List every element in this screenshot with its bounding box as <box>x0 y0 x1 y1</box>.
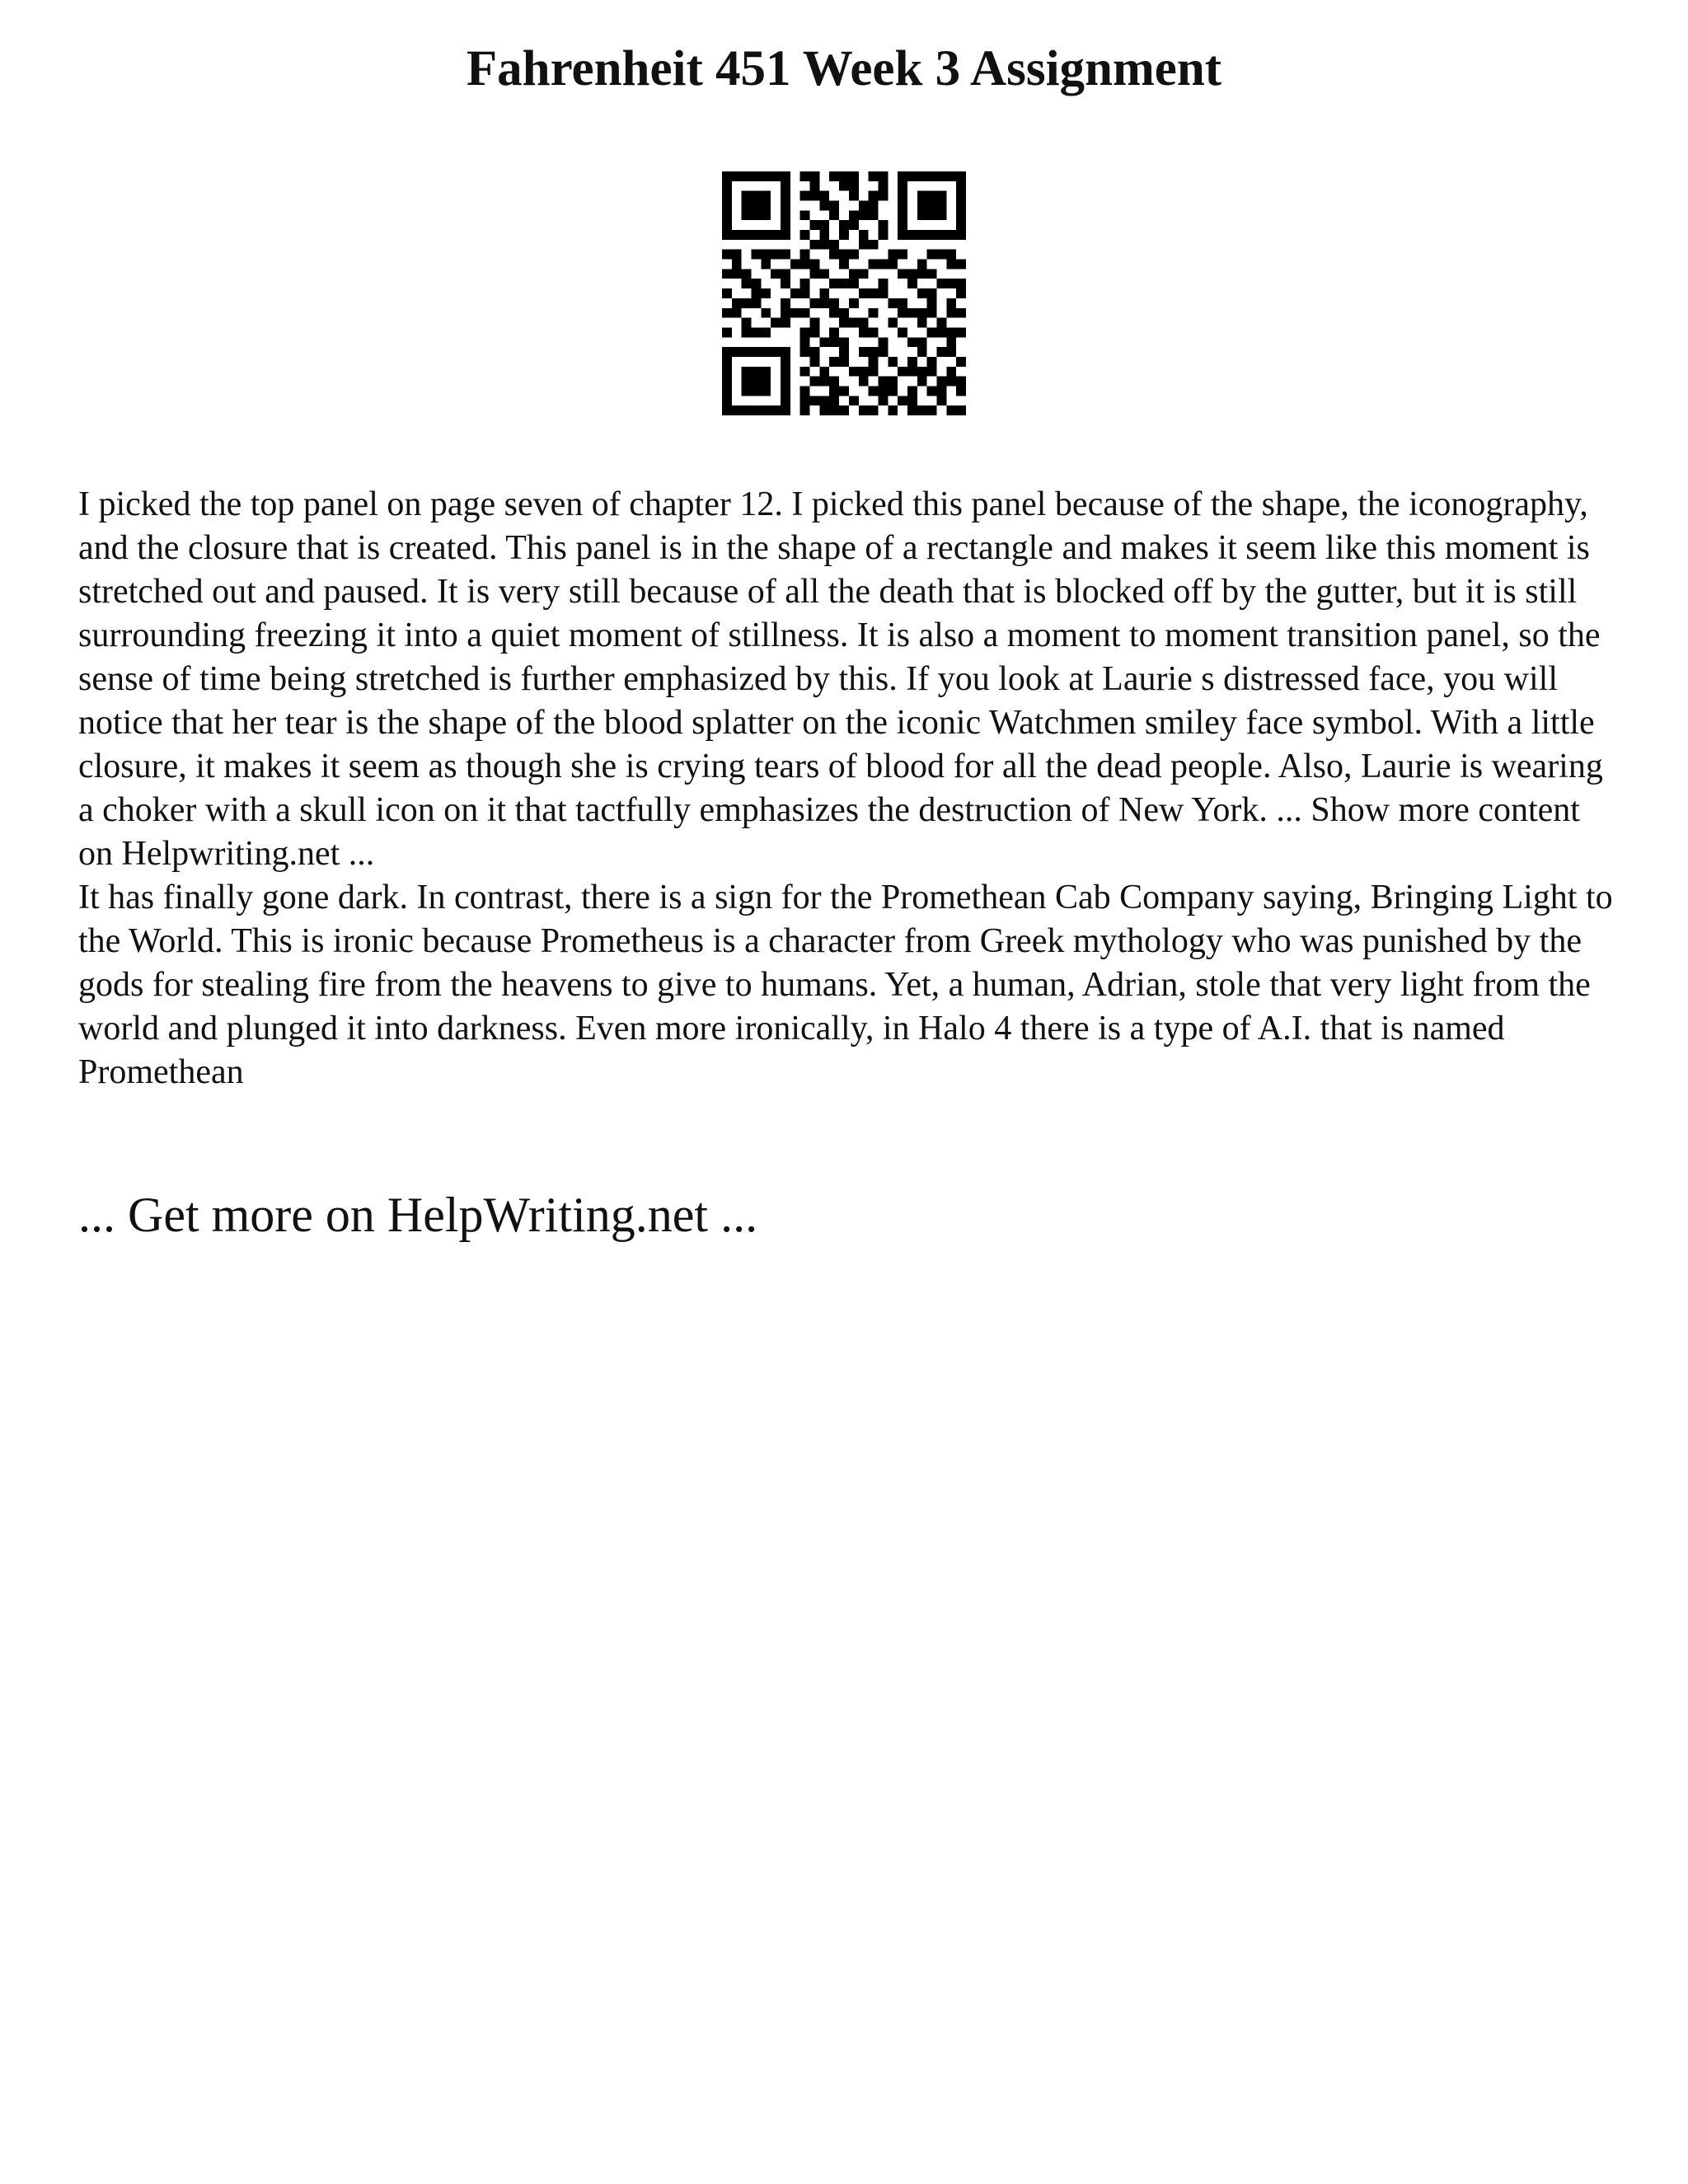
essay-paragraph-2: It has finally gone dark. In contrast, there is a sign for the Promethean Cab Company saying, Bringing Light to the World. This is ironic because Prometheus is a character from Greek mythology who was punished by the gods for stealing fire from the heavens to give to humans. Yet, a human, Adrian, stole that very light from the world and plunged it into darkness. Even more ironically, in Halo 4 there is a type of A.I. that is named Promethean <box>78 879 1613 1091</box>
essay-paragraph-1: I picked the top panel on page seven of chapter 12. I picked this panel because of the shape, the iconography, and the closure that is created. This panel is in the shape of a rectangle and makes it seem like this moment is stretched out and paused. It is very still because of all the death that is blocked off by the gutter, but it is still surrounding freezing it into a quiet moment of stillness. It is also a moment to moment transition panel, so the sense of time being stretched is further emphasized by this. If you look at Laurie s distressed face, you will notice that her tear is the shape of the blood splatter on the iconic Watchmen smiley face symbol. With a little closure, it makes it seem as though she is crying tears of blood for all the dead people. Also, Laurie is wearing a choker with a skull icon on it that tactfully emphasizes the destruction of New York. ... Show more content on Helpwriting.net ... <box>78 485 1603 873</box>
qr-code-graphic <box>722 171 966 415</box>
get-more-link-text[interactable]: ... Get more on HelpWriting.net ... <box>78 1188 758 1242</box>
qr-code-icon <box>722 171 966 415</box>
page-title: Fahrenheit 451 Week 3 Assignment <box>466 41 1222 96</box>
essay-body <box>78 483 1620 1094</box>
